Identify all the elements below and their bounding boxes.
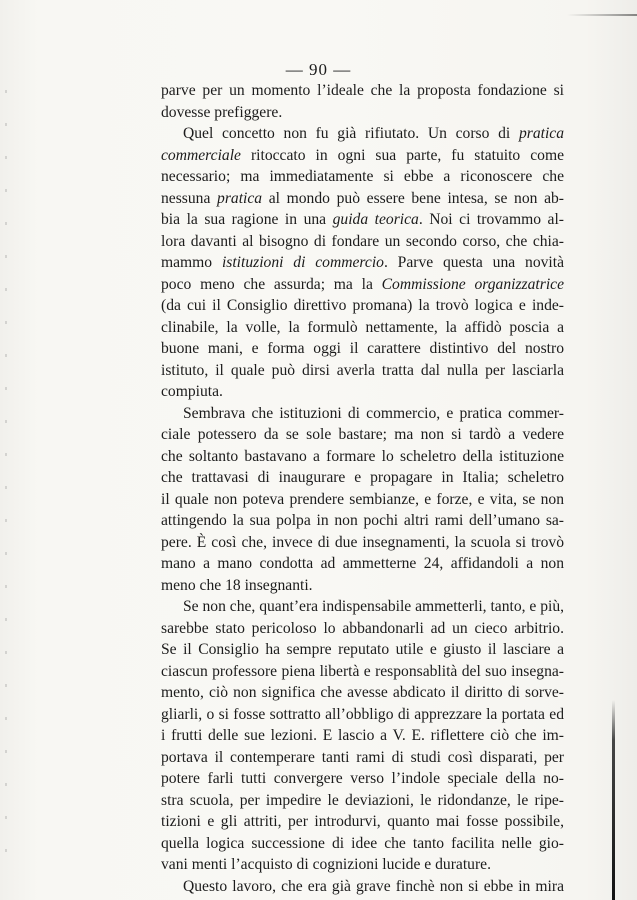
italic-text: guida teorica — [332, 211, 419, 228]
margin-marks — [5, 60, 7, 860]
text-run: poco meno che assurda; ma la — [161, 275, 382, 293]
text-run: bia la sua ragione in una — [161, 211, 333, 228]
text-run: ritoccato in ogni sua parte, fu statuito come — [240, 146, 564, 164]
italic-text: commerciale — [161, 146, 241, 164]
text-line: che soltanto bastavano a formare lo scheletro della istituzione — [161, 447, 564, 465]
text-line: clinabile, la volle, la formulò nettamente, la affidò poscia a — [161, 318, 564, 336]
text-line — [161, 209, 564, 231]
text-line: ciale potessero da se sole bastare; ma non si tardò a vedere — [161, 426, 564, 443]
text-line: attingendo la sua polpa in non pochi altri rami dell’umano sa- — [161, 512, 564, 529]
text-run: Quel concetto non fu già rifiutato. Un corso di — [183, 125, 519, 142]
text-line: vani menti l’acquisto di cognizioni lucide e durature. — [161, 856, 491, 873]
page-edge-shadow — [567, 14, 637, 16]
page-edge-shadow-right — [612, 700, 615, 900]
text-run: . Parve questa una novità — [383, 254, 564, 271]
text-line: sarebbe stato pericoloso lo abbandonarli ad un cieco arbitrio. — [161, 619, 564, 637]
text-line — [161, 123, 564, 145]
text-line: mento, ciò non significa che avesse abdicato il diritto di sorve- — [161, 684, 564, 701]
text-line: gliarli, o si fosse sottratto all’obbligo di apprezzare la portata ed — [161, 705, 564, 723]
italic-text: pratica — [518, 125, 564, 142]
text-line: quella logica successione di idee che tanto facilita nelle gio- — [161, 834, 564, 852]
text-line: che trattavasi di inaugurare e propagare in Italia; scheletro — [161, 469, 564, 486]
text-line: compiuta. — [161, 383, 223, 400]
text-run: mammo — [161, 254, 222, 271]
text-line — [161, 145, 564, 167]
text-line: tizioni e gli attriti, per introdurvi, quanto mai fosse possibile, — [161, 813, 564, 830]
text-line: mano a mano condotta ad ammetterne 24, affidandoli a non — [161, 555, 564, 572]
text-line: lora davanti al bisogno di fondare un secondo corso, che chia- — [161, 232, 564, 250]
text-line: ciascun professore piena libertà e responsablità del suo insegna- — [161, 662, 564, 680]
text-line: (da cui il Consiglio direttivo promana) la trovò logica e inde- — [161, 297, 564, 314]
italic-text: pratica — [217, 189, 263, 207]
text-line: stra scuola, per impedire le deviazioni, le ridondanze, le ripe- — [161, 791, 564, 809]
text-line — [161, 188, 564, 210]
text-line — [161, 274, 564, 296]
text-line — [161, 252, 564, 274]
text-line: istituto, il quale può dirsi averla tratta dal nulla per lasciarla — [161, 361, 564, 379]
text-line: meno che 18 insegnanti. — [161, 576, 313, 594]
text-line: potere farli tutti convergere verso l’indole speciale della no- — [161, 770, 564, 787]
text-line: Se non che, quant’era indispensabile ammetterli, tanto, e più, — [183, 598, 565, 615]
text-run: . Noi ci trovammo al- — [418, 211, 564, 228]
text-line: Se il Consiglio ha sempre reputato utile e giusto il lasciare a — [161, 641, 564, 658]
text-line: Sembrava che istituzioni di commercio, e pratica commer- — [183, 404, 564, 422]
text-line: pere. È così che, invece di due insegnamenti, la scuola si trovò — [161, 533, 564, 551]
text-line: il quale non poteva prendere sembianze, e forze, e vita, se non — [161, 490, 564, 508]
text-line: necessario; ma immediatamente si ebbe a riconoscere che — [161, 168, 564, 185]
text-line: parve per un momento l’ideale che la proposta fondazione si — [161, 82, 564, 99]
text-run: nessuna — [161, 189, 218, 207]
text-line: i frutti delle sue lezioni. E lascio a V. E. riflettere ciò che im- — [161, 727, 564, 744]
body-text — [161, 80, 564, 897]
italic-text: Commissione organizzatrice — [381, 275, 564, 293]
text-line: buone mani, e forma oggi il carattere distintivo del nostro — [161, 340, 564, 357]
italic-text: istituzioni di commercio — [221, 254, 384, 271]
text-line: Questo lavoro, che era già grave finchè non si ebbe in mira — [183, 877, 564, 895]
page-number: — 90 — — [285, 60, 352, 79]
text-line: dovesse prefiggere. — [161, 103, 283, 121]
text-run: al mondo può essere bene intesa, se non ab- — [262, 189, 564, 207]
text-line: portava il contemperare tanti rami di studi così disparati, per — [161, 748, 564, 766]
